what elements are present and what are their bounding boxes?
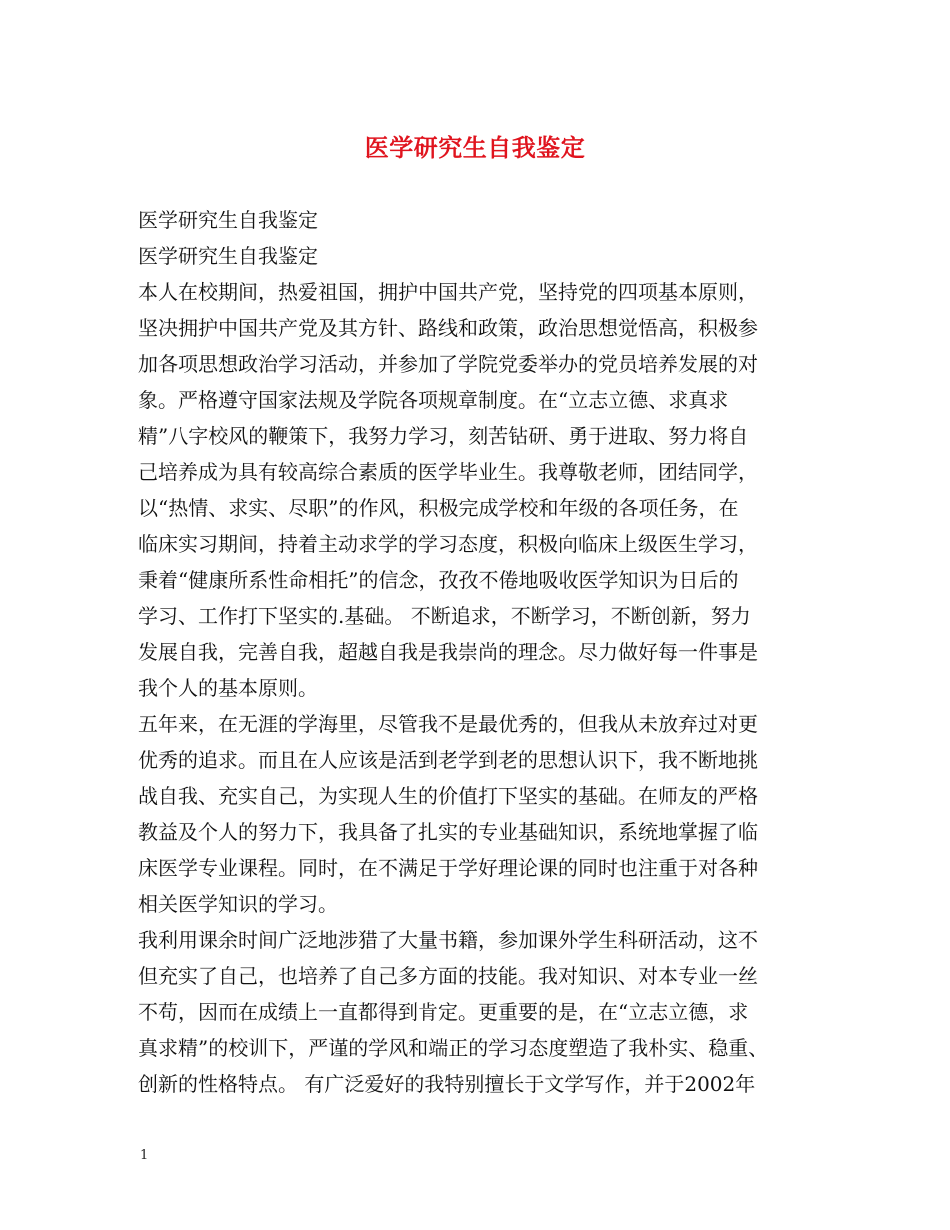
body-line: 不苟，因而在成绩上一直都得到肯定。更重要的是，在“立志立德，求 <box>138 1000 749 1024</box>
body-line: 以“热情、求实、尽职”的作风，积极完成学校和年级的各项任务，在 <box>138 496 739 520</box>
body-line: 本人在校期间，热爱祖国，拥护中国共产党，坚持党的四项基本原则， <box>138 280 758 304</box>
page-number: 1 <box>140 1148 149 1163</box>
body-line: 创新的性格特点。 有广泛爱好的我特别擅长于文学写作，并于2002年 <box>138 1072 756 1096</box>
body-line: 医学研究生自我鉴定 <box>138 208 318 232</box>
body-line: 我个人的基本原则。 <box>138 676 318 700</box>
body-line: 加各项思想政治学习活动，并参加了学院党委举办的党员培养发展的对 <box>138 352 758 376</box>
body-line: 我利用课余时间广泛地涉猎了大量书籍，参加课外学生科研活动，这不 <box>138 928 758 952</box>
body-line: 临床实习期间，持着主动求学的学习态度，积极向临床上级医生学习， <box>138 532 758 556</box>
body-line: 真求精”的校训下，严谨的学风和端正的学习态度塑造了我朴实、稳重、 <box>138 1036 769 1060</box>
body-line: 己培养成为具有较高综合素质的医学毕业生。我尊敬老师，团结同学， <box>138 460 758 484</box>
document-body <box>138 202 818 1102</box>
body-line: 教益及个人的努力下，我具备了扎实的专业基础知识，系统地掌握了临 <box>138 820 758 844</box>
body-line: 床医学专业课程。同时，在不满足于学好理论课的同时也注重于对各种 <box>138 856 758 880</box>
body-line: 但充实了自己，也培养了自己多方面的技能。我对知识、对本专业一丝 <box>138 964 758 988</box>
body-line: 秉着“健康所系性命相托”的信念，孜孜不倦地吸收医学知识为日后的 <box>138 568 739 592</box>
body-line: 发展自我，完善自我，超越自我是我崇尚的理念。尽力做好每一件事是 <box>138 640 758 664</box>
body-line: 优秀的追求。而且在人应该是活到老学到老的思想认识下，我不断地挑 <box>138 748 758 772</box>
document-title: 医学研究生自我鉴定 <box>364 133 586 162</box>
body-line: 医学研究生自我鉴定 <box>138 244 318 268</box>
body-line: 相关医学知识的学习。 <box>138 892 338 916</box>
body-line: 学习、工作打下坚实的.基础。 不断追求，不断学习，不断创新，努力 <box>138 604 751 628</box>
body-line: 象。严格遵守国家法规及学院各项规章制度。在“立志立德、求真求 <box>138 388 729 412</box>
body-line: 精”八字校风的鞭策下，我努力学习，刻苦钻研、勇于进取、努力将自 <box>138 424 749 448</box>
body-line: 战自我、充实自己，为实现人生的价值打下坚实的基础。在师友的严格 <box>138 784 758 808</box>
body-line: 坚决拥护中国共产党及其方针、路线和政策，政治思想觉悟高，积极参 <box>138 316 758 340</box>
body-line: 五年来，在无涯的学海里，尽管我不是最优秀的，但我从未放弃过对更 <box>138 712 758 736</box>
